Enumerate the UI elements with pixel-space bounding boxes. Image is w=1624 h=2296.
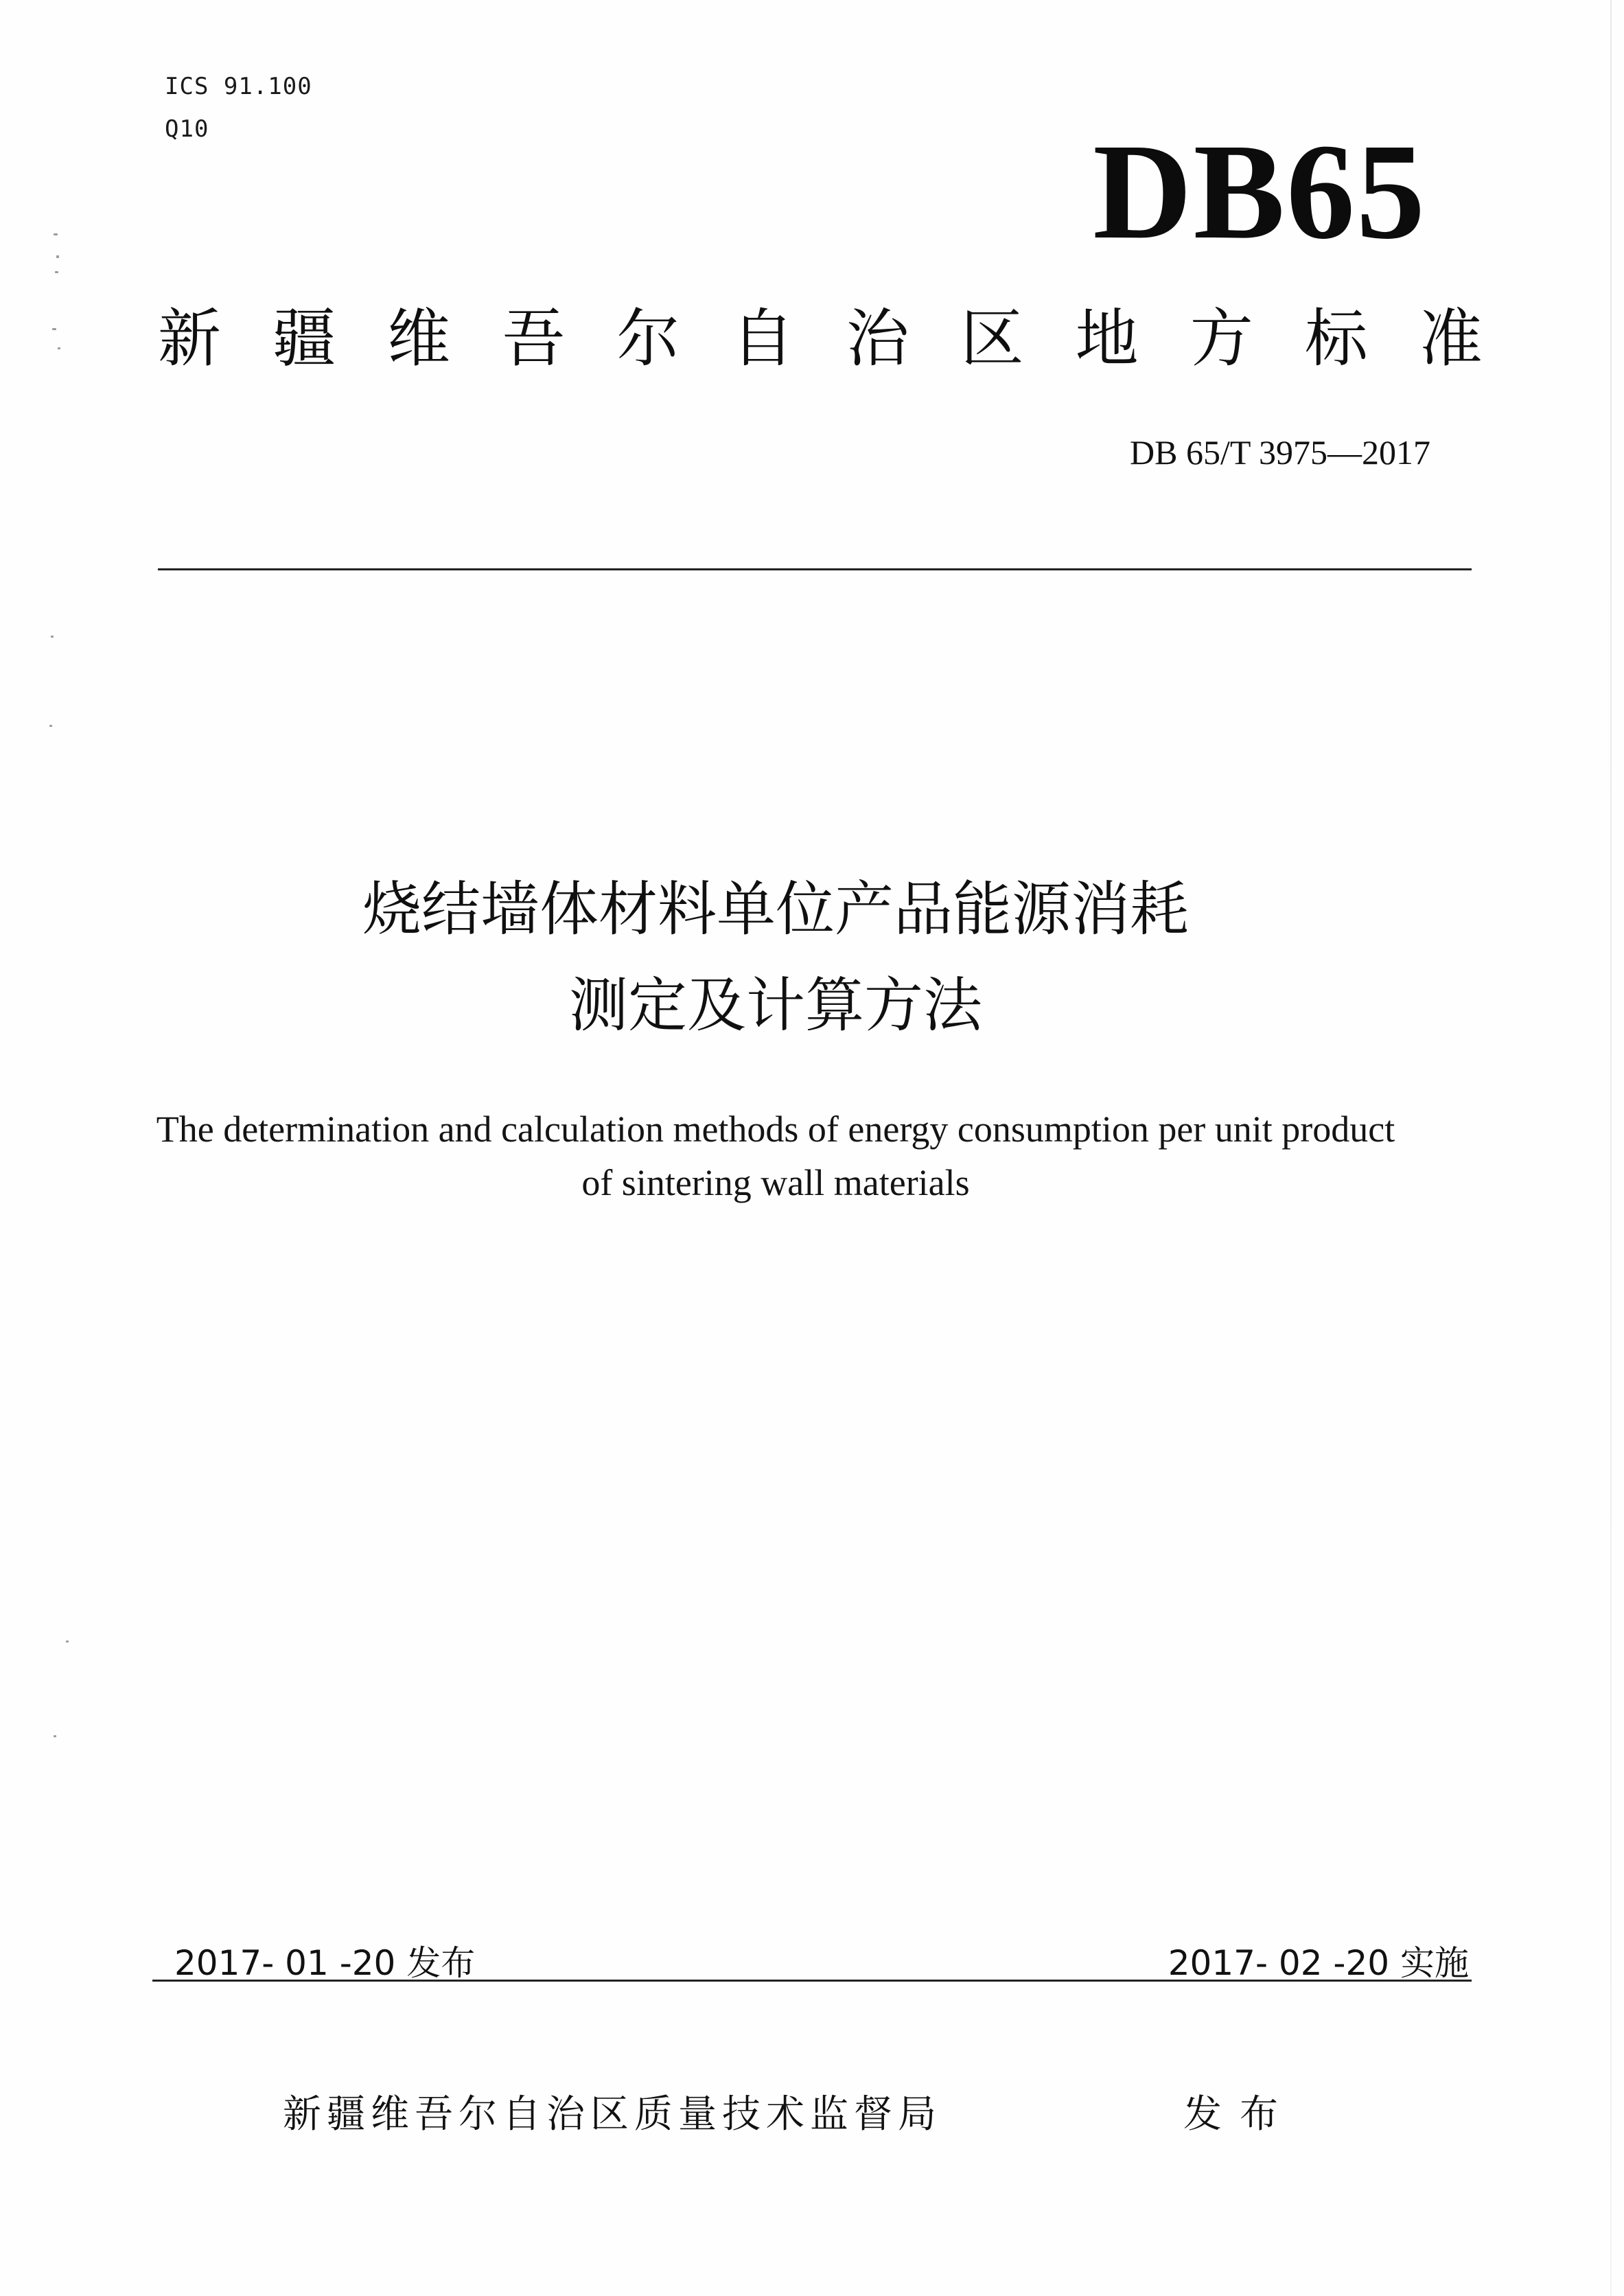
heading-char: 疆 — [272, 302, 336, 375]
heading-char: 地 — [1075, 302, 1139, 375]
heading-char: 新 — [158, 302, 222, 375]
title-english-line-2: of sintering wall materials — [581, 1162, 970, 1203]
heading-char: 维 — [387, 302, 451, 375]
scan-speck — [51, 636, 54, 638]
scan-speck — [54, 1735, 56, 1737]
issue-date: 2017- 01 -20 发布 — [174, 1943, 476, 1983]
title-english-line-1: The determination and calculation methods of energy consumption per unit product — [156, 1109, 1395, 1150]
publish-label: 发布 — [1183, 2092, 1296, 2137]
implementation-date: 2017- 02 -20 实施 — [1168, 1943, 1469, 1983]
ics-code: ICS 91.100 — [165, 73, 312, 100]
scan-speck — [54, 233, 58, 235]
heading-char: 准 — [1419, 302, 1483, 375]
ccs-code: Q10 — [165, 115, 209, 143]
heading-char: 吾 — [502, 302, 566, 375]
publisher-name: 新疆维吾尔自治区质量技术监督局 — [283, 2092, 942, 2137]
scan-speck — [52, 328, 56, 330]
title-chinese-line-2: 测定及计算方法 — [569, 971, 982, 1040]
standard-category-heading — [158, 302, 1483, 375]
heading-char: 方 — [1190, 302, 1253, 375]
heading-char: 治 — [846, 302, 909, 375]
bottom-divider — [152, 1980, 1472, 1982]
scan-speck — [49, 725, 52, 727]
scan-speck — [58, 347, 60, 349]
heading-char: 自 — [731, 302, 795, 375]
scan-speck — [66, 1640, 69, 1643]
scan-speck — [55, 271, 58, 273]
top-divider — [158, 568, 1472, 570]
db65-logo: DB65 — [1093, 116, 1426, 268]
heading-char: 标 — [1304, 302, 1368, 375]
scan-edge — [1610, 0, 1612, 2296]
heading-char: 区 — [960, 302, 1024, 375]
title-chinese-line-1: 烧结墙体材料单位产品能源消耗 — [362, 875, 1189, 944]
standard-number: DB 65/T 3975—2017 — [1130, 433, 1430, 472]
heading-char: 尔 — [616, 302, 680, 375]
scan-speck — [56, 255, 59, 258]
